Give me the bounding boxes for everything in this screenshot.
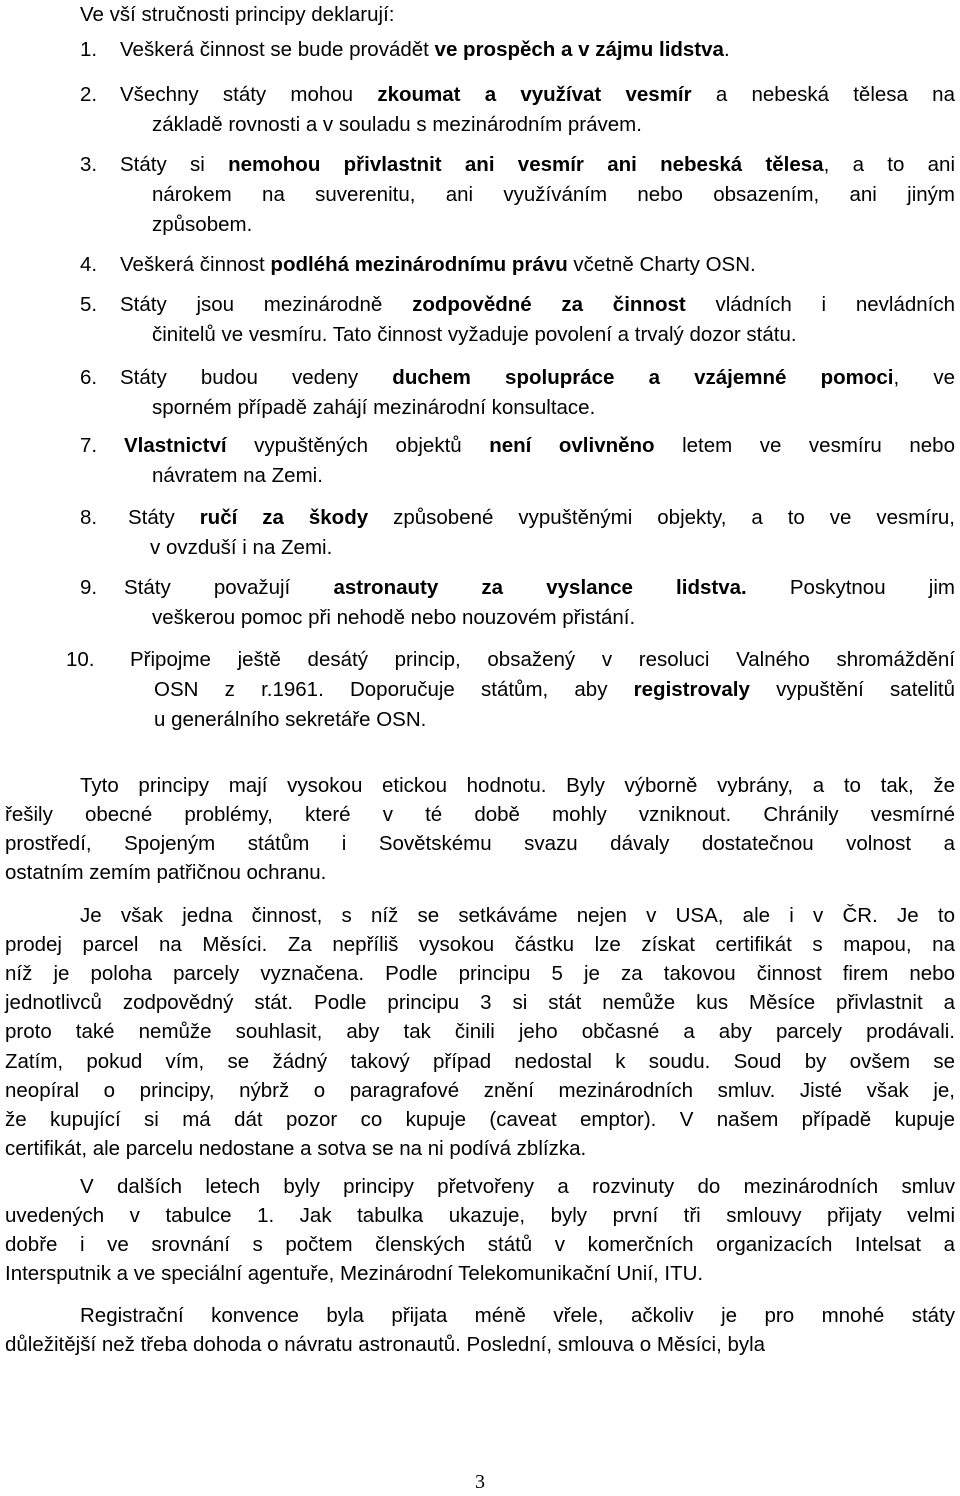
emphasis-text: duchem spolupráce a vzájemné pomoci [392, 366, 894, 389]
principle-line [120, 255, 756, 276]
emphasis-text: zkoumat a využívat vesmír [377, 83, 692, 106]
paragraph-line: jednotlivců zodpovědný stát. Podle principu 3 si stát nemůže kus Měsíce přivlastnit a [5, 991, 955, 1015]
principle-line [124, 578, 955, 599]
principle-number: 1. [80, 38, 98, 61]
text-run: Státy si [120, 153, 229, 176]
paragraph-line: neopíral o principy, nýbrž o paragrafové znění mezinárodních smluv. Jisté však je, [5, 1078, 955, 1102]
paragraph-line: prostředí, Spojeným státům i Sovětskému svazu dávaly dostatečnou volnost a [5, 832, 955, 856]
principle-line [154, 680, 955, 701]
paragraph-line: níž je poloha parcely vyznačena. Podle principu 5 je za takovou činnost firem nebo [5, 962, 955, 986]
text-run: letem ve vesmíru nebo [654, 434, 955, 457]
principle-line [124, 436, 955, 457]
paragraph-line: certifikát, ale parcelu nedostane a sotva se na ni podívá zblízka. [5, 1136, 587, 1160]
emphasis-text: není ovlivněno [489, 434, 655, 457]
text-run: u generálního sekretáře OSN. [154, 708, 427, 731]
principle-line [120, 155, 955, 176]
principle-line [152, 115, 642, 136]
principle-line [128, 508, 955, 529]
paragraph-line: Tyto principy mají vysokou etickou hodnotu. Byly výborně vybrány, a to tak, že [80, 774, 955, 797]
principle-line [152, 325, 797, 346]
principle-number: 5. [80, 293, 98, 316]
paragraph-line: uvedených v tabulce 1. Jak tabulka ukazuje, byly první tři smlouvy přijaty velmi [5, 1204, 955, 1228]
paragraph-line: důležitější než třeba dohoda o návratu astronautů. Poslední, smlouva o Měsíci, byla [5, 1333, 766, 1357]
text-run: v ovzduší i na Zemi. [150, 536, 333, 559]
principle-line [120, 85, 955, 106]
text-run: způsobené vypuštěnými objekty, a to ve vesmíru, [368, 506, 955, 529]
text-run: Všechny státy mohou [120, 83, 378, 106]
text-run: způsobem. [152, 213, 253, 236]
text-run: veškerou pomoc při nehodě nebo nouzovém přistání. [152, 606, 636, 629]
emphasis-text: ručí za škody [199, 506, 369, 529]
text-run: Státy jsou mezinárodně [120, 293, 413, 316]
text-run: činitelů ve vesmíru. Tato činnost vyžaduje povolení a trvalý dozor státu. [152, 323, 797, 346]
principle-number: 4. [80, 253, 98, 276]
paragraph-line: Zatím, pokud vím, se žádný takový případ nedostal k soudu. Soud by ovšem se [5, 1049, 955, 1073]
text-run: vypuštěných objektů [226, 434, 490, 457]
principle-line [150, 538, 332, 559]
text-run: . [723, 38, 730, 61]
page-number: 3 [475, 1471, 485, 1493]
principle-line [154, 710, 426, 731]
principle-number: 7. [80, 434, 98, 457]
principle-line [120, 368, 955, 389]
text-run: nárokem na suverenitu, ani využíváním nebo obsazením, ani jiným [152, 183, 955, 206]
principle-number: 2. [80, 83, 98, 106]
text-run: Veškerá činnost [120, 253, 271, 276]
text-run: Státy považují [124, 576, 334, 599]
emphasis-text: nemohou přivlastnit ani vesmír ani nebeská tělesa [228, 153, 824, 176]
emphasis-text: ve prospěch a v zájmu lidstva [434, 38, 724, 61]
principle-line [152, 185, 955, 206]
text-run: sporném případě zahájí mezinárodní konsultace. [152, 396, 596, 419]
text-run: Veškerá činnost se bude provádět [120, 38, 435, 61]
principle-number: 9. [80, 576, 98, 599]
text-run: a nebeská tělesa na [691, 83, 955, 106]
principle-line [152, 608, 635, 629]
intro-text: Ve vší stručnosti principy deklarují: [80, 3, 395, 26]
text-run: vypuštění satelitů [749, 678, 956, 701]
principle-line [152, 398, 595, 419]
text-run: , a to ani [823, 153, 955, 176]
text-run: Státy [128, 506, 200, 529]
paragraph-line: Intersputnik a ve speciální agentuře, Mezinárodní Telekomunikační Unií, ITU. [5, 1262, 704, 1286]
paragraph-line: ostatním zemím patřičnou ochranu. [5, 861, 327, 885]
paragraph-line: proto také nemůže souhlasit, aby tak činili jeho občasné a aby parcely prodávali. [5, 1020, 955, 1044]
principle-number: 10. [66, 648, 95, 671]
principle-line [120, 40, 730, 61]
principle-line [152, 215, 252, 236]
paragraph-line: Je však jedna činnost, s níž se setkáváme nejen v USA, ale i v ČR. Je to [80, 904, 955, 927]
paragraph-line: dobře i ve srovnání s počtem členských států v komerčních organizacích Intelsat a [5, 1233, 955, 1257]
principle-line [130, 650, 955, 671]
text-run: základě rovnosti a v souladu s mezinárodním právem. [152, 113, 642, 136]
text-run: Státy budou vedeny [120, 366, 393, 389]
principle-line [152, 466, 323, 487]
paragraph-line: že kupující si má dát pozor co kupuje (caveat emptor). V našem případě kupuje [5, 1107, 955, 1131]
text-run: , ve [893, 366, 955, 389]
paragraph-line: Registrační konvence byla přijata méně vřele, ačkoliv je pro mnohé státy [80, 1304, 955, 1327]
emphasis-text: registrovaly [633, 678, 750, 701]
principle-number: 6. [80, 366, 98, 389]
paragraph-line: řešily obecné problémy, které v té době mohly vzniknout. Chránily vesmírné [5, 803, 955, 827]
text-run: vládních i nevládních [685, 293, 955, 316]
text-run: včetně Charty OSN. [567, 253, 756, 276]
text-run: Poskytnou jim [746, 576, 955, 599]
principle-number: 8. [80, 506, 98, 529]
emphasis-text: astronauty za vyslance lidstva. [333, 576, 747, 599]
text-run: OSN z r.1961. Doporučuje státům, aby [154, 678, 634, 701]
principle-number: 3. [80, 153, 98, 176]
principle-line [120, 295, 955, 316]
text-run: návratem na Zemi. [152, 464, 323, 487]
paragraph-line: prodej parcel na Měsíci. Za nepříliš vysokou částku lze získat certifikát s mapou, na [5, 933, 955, 957]
emphasis-text: zodpovědné za činnost [412, 293, 686, 316]
paragraph-line: V dalších letech byly principy přetvořeny a rozvinuty do mezinárodních smluv [80, 1175, 955, 1198]
emphasis-text: Vlastnictví [124, 434, 227, 457]
emphasis-text: podléhá mezinárodnímu právu [270, 253, 568, 276]
text-run: Připojme ještě desátý princip, obsažený v resoluci Valného shromáždění [130, 648, 955, 671]
